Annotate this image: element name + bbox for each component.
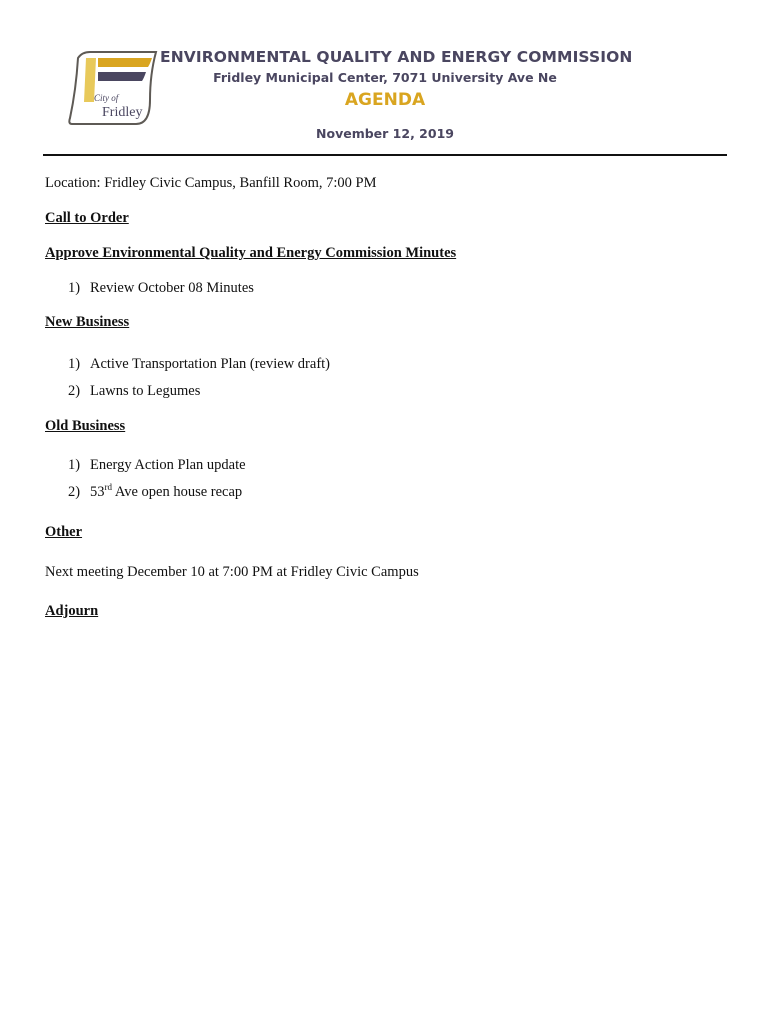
other-heading: Other [45, 524, 83, 540]
agenda-heading: AGENDA [344, 90, 426, 110]
list-item: 1) Active Transportation Plan (review draft) [68, 356, 331, 372]
adjourn-heading: Adjourn [45, 603, 99, 619]
meeting-date: November 12, 2019 [316, 126, 454, 141]
list-item: 1) Energy Action Plan update [68, 457, 246, 473]
list-item: 2) 53rd Ave open house recap [68, 482, 243, 500]
approve-minutes-heading: Approve Environmental Quality and Energy Commission Minutes [45, 245, 457, 261]
header-divider [43, 154, 727, 156]
commission-title: ENVIRONMENTAL QUALITY AND ENERGY COMMISSION [160, 48, 633, 66]
call-to-order-heading: Call to Order [45, 210, 129, 226]
city-of-fridley-logo [64, 50, 160, 128]
logo-text-city-of: City of [94, 93, 119, 103]
address: Fridley Municipal Center, 7071 University Ave Ne [213, 70, 557, 85]
logo-text-fridley: Fridley [102, 105, 143, 120]
list-item: 1) Review October 08 Minutes [68, 280, 254, 296]
list-item: 2) Lawns to Legumes [68, 383, 201, 399]
location: Location: Fridley Civic Campus, Banfill Room, 7:00 PM [45, 175, 377, 191]
next-meeting: Next meeting December 10 at 7:00 PM at Fridley Civic Campus [45, 564, 419, 580]
old-business-heading: Old Business [45, 418, 126, 434]
new-business-heading: New Business [45, 314, 130, 330]
